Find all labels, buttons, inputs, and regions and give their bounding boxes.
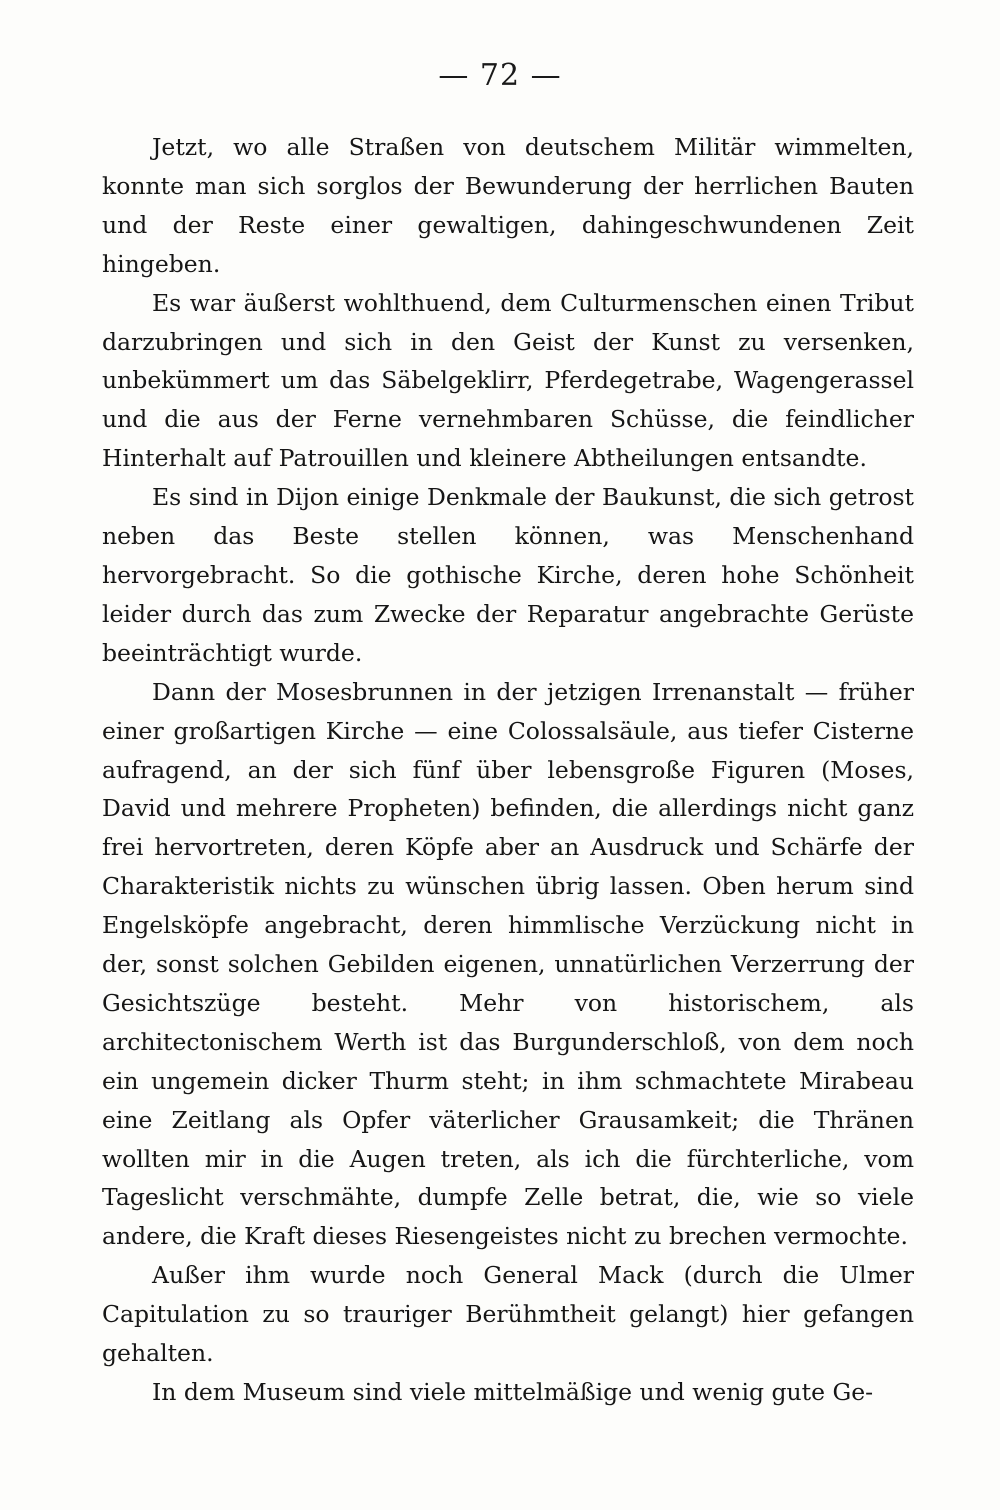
paragraph-4: Dann der Mosesbrunnen in der jetzigen Irrenanstalt — früher einer großartigen Kirche — eine Colossalsäule, aus tiefer Cisterne aufragend, an der sich fünf über lebensgroße Figuren (Moses, David und mehrere Propheten) befinden, die allerdings nicht ganz frei hervortreten, deren Köpfe aber an Ausdruck und Schärfe der Charakteristik nichts zu wünschen übrig lassen. Oben herum sind Engelsköpfe angebracht, deren himmlische Verzückung nicht in der, sonst solchen Gebilden eigenen, unnatürlichen Verzerrung der Gesichtszüge besteht. Mehr von historischem, als architectonischem Werth ist das Burgunderschloß, von dem noch ein ungemein dicker Thurm steht; in ihm schmachtete Mirabeau eine Zeitlang als Opfer väterlicher Grausamkeit; die Thränen wollten mir in die Augen treten, als ich die fürchterliche, vom Tageslicht verschmähte, dumpfe Zelle betrat, die, wie so viele andere, die Kraft dieses Riesengeistes nicht zu brechen vermochte.	[102, 677, 914, 1251]
page-number: — 72 —	[438, 58, 562, 93]
page-body	[102, 128, 914, 1412]
paragraph-1: Jetzt, wo alle Straßen von deutschem Militär wimmelten, konnte man sich sorglos der Bewunderung der herrlichen Bauten und der Reste einer gewaltigen, dahingeschwundenen Zeit hingeben.	[102, 133, 914, 278]
paragraph-2: Es war äußerst wohlthuend, dem Culturmenschen einen Tribut darzubringen und sich in den Geist der Kunst zu versenken, unbekümmert um das Säbelgeklirr, Pferdegetrabe, Wagengerassel und die aus der Ferne vernehmbaren Schüsse, die feindlicher Hinterhalt auf Patrouillen und kleinere Abtheilungen entsandte.	[102, 288, 914, 473]
paragraph-6: In dem Museum sind viele mittelmäßige und wenig gute Ge-	[152, 1378, 874, 1406]
paragraph-3: Es sind in Dijon einige Denkmale der Baukunst, die sich getrost neben das Beste stellen können, was Menschenhand hervorgebracht. So die gothische Kirche, deren hohe Schönheit leider durch das zum Zwecke der Reparatur angebrachte Gerüste beeinträchtigt wurde.	[102, 483, 914, 667]
paragraph-5: Außer ihm wurde noch General Mack (durch die Ulmer Capitulation zu so trauriger Berühmtheit gelangt) hier gefangen gehalten.	[102, 1261, 914, 1368]
